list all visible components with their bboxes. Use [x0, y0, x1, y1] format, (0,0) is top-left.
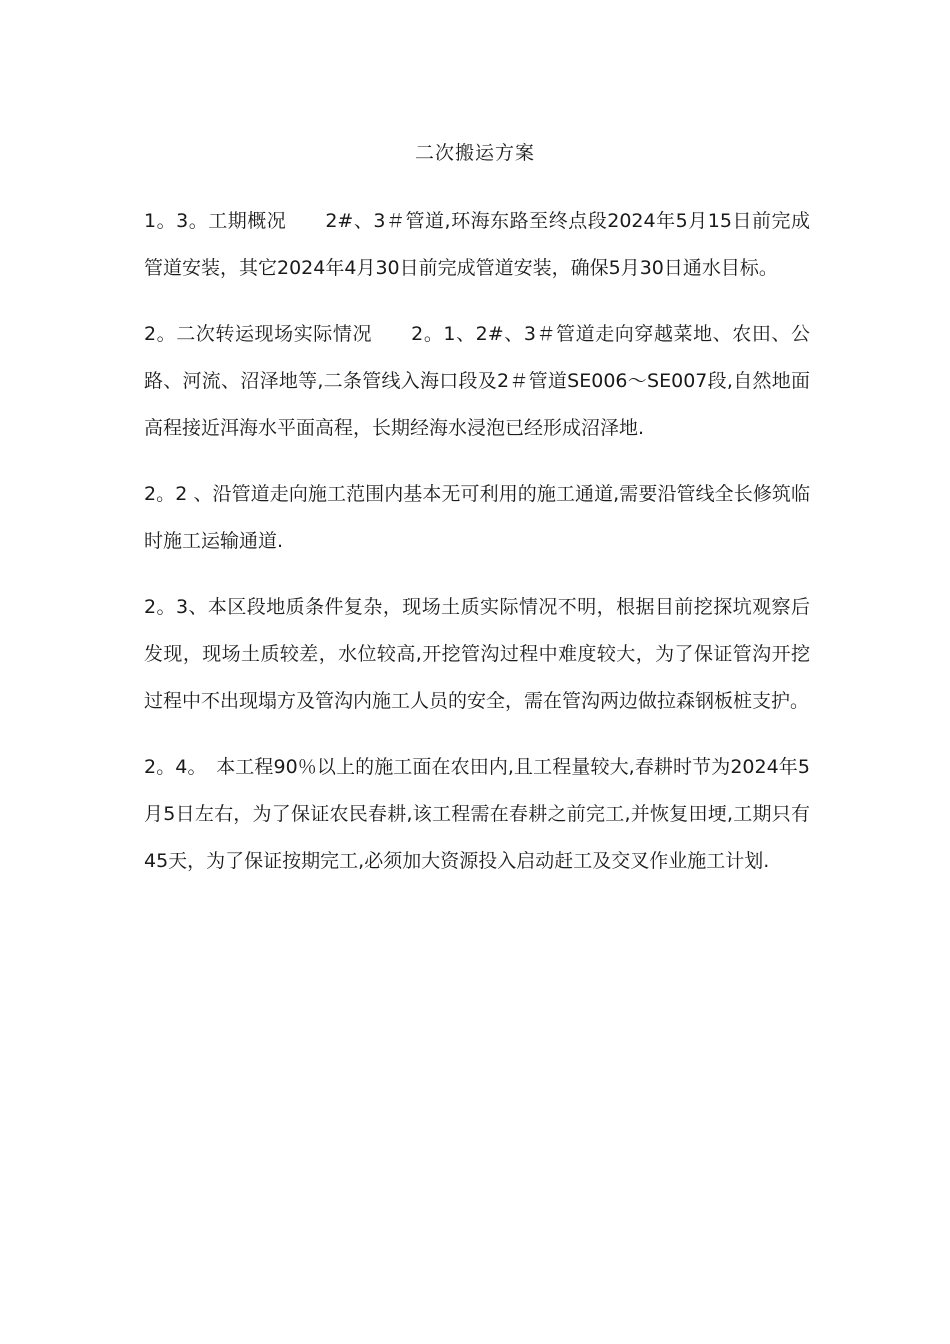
paragraph-geology: 2。3、本区段地质条件复杂，现场土质实际情况不明，根据目前挖探坑观察后发现，现场土质较差，水位较高,开挖管沟过程中难度较大，为了保证管沟开挖过程中不出现塌方及管沟内施工人员的安全，需在管沟两边做拉森钢板桩支护。 [144, 596, 810, 712]
paragraph-farmland-deadline: 2。4。 本工程90％以上的施工面在农田内,且工程量较大,春耕时节为2024年5月5日左右，为了保证农民春耕,该工程需在春耕之前完工,并恢复田埂,工期只有45天，为了保证按期完工,必须加大资源投入启动赶工及交叉作业施工计划. [144, 756, 810, 872]
paragraph-access-road: 2。2 、沿管道走向施工范围内基本无可利用的施工通道,需要沿管线全长修筑临时施工运输通道. [144, 483, 810, 552]
document-title: 二次搬运方案 [414, 142, 535, 164]
document-body [144, 198, 810, 904]
paragraph-site-conditions: 2。二次转运现场实际情况 2。1、2#、3＃管道走向穿越菜地、农田、公路、河流、沼泽地等,二条管线入海口段及2＃管道SE006～SE007段,自然地面高程接近洱海水平面高程，长期经海水浸泡已经形成沼泽地. [144, 323, 810, 439]
paragraph-schedule-overview: 1。3。工期概况 2#、3＃管道,环海东路至终点段2024年5月15日前完成管道安装，其它2024年4月30日前完成管道安装，确保5月30日通水目标。 [144, 210, 810, 279]
